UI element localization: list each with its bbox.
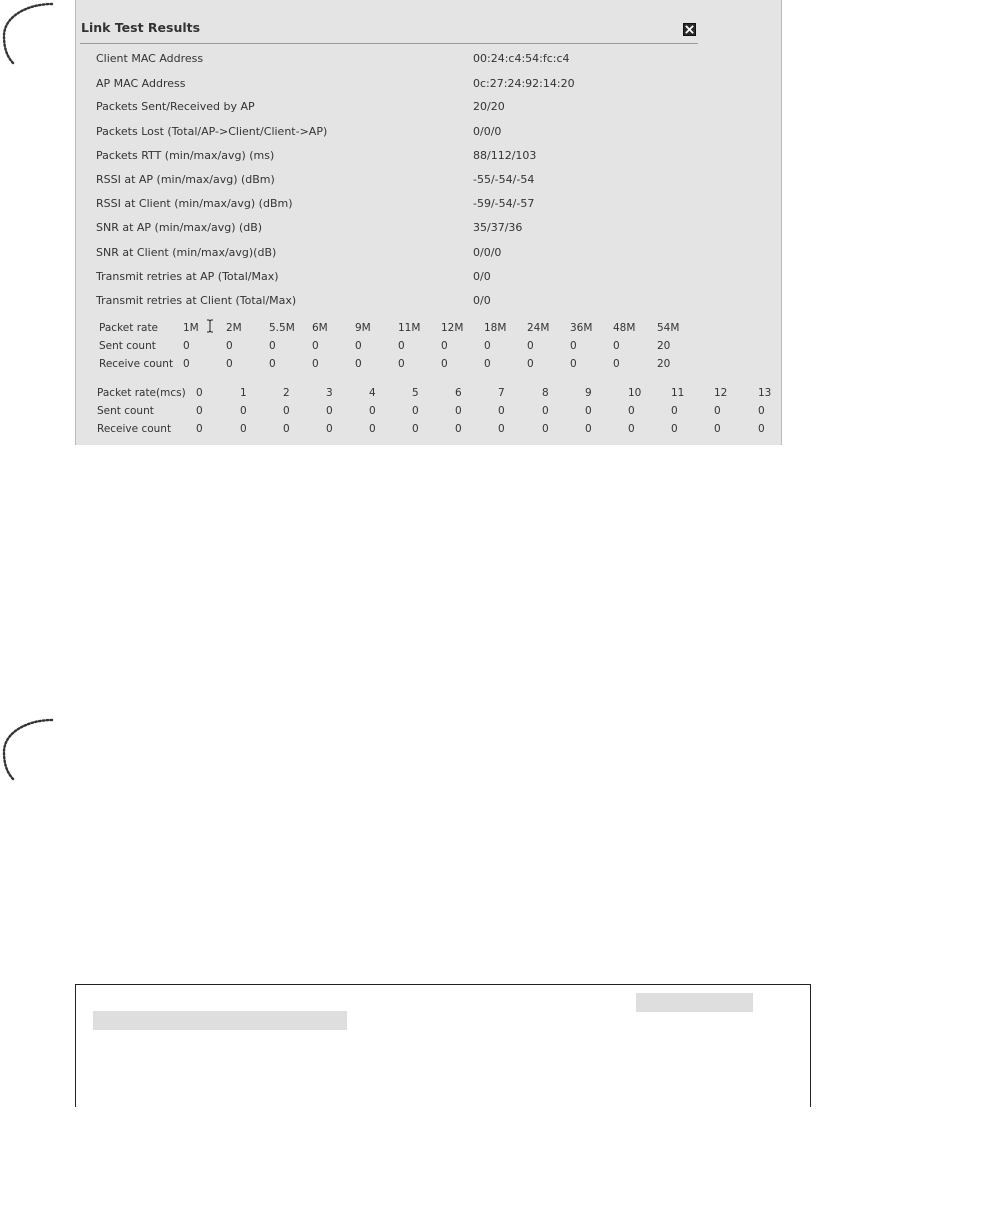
stat-value: -59/-54/-57 [473, 197, 535, 210]
sent-count-cell: 0 [369, 405, 376, 417]
stat-value: 00:24:c4:54:fc:c4 [473, 52, 570, 65]
stat-value: 0/0 [473, 294, 491, 307]
stat-value: 20/20 [473, 100, 505, 113]
stat-label: Packets Lost (Total/AP->Client/Client->AP) [96, 125, 328, 138]
sent-count-cell: 20 [657, 340, 671, 352]
stat-label: Transmit retries at AP (Total/Max) [96, 270, 279, 283]
stat-label: RSSI at Client (min/max/avg) (dBm) [96, 197, 293, 210]
receive-count-cell: 0 [398, 358, 405, 370]
receive-count-cell: 0 [527, 358, 534, 370]
rate-header-cell: 12M [441, 322, 464, 334]
sent-count-cell: 0 [527, 340, 534, 352]
receive-count-cell: 0 [269, 358, 276, 370]
rate-header-cell: 48M [613, 322, 636, 334]
rate-header-cell: 10 [628, 387, 642, 399]
receive-count-cell: 0 [714, 423, 721, 435]
receive-count-cell: 0 [369, 423, 376, 435]
rate-header-label: Packet rate(mcs) [97, 387, 186, 399]
receive-count-label: Receive count [99, 358, 174, 370]
receive-count-cell: 0 [183, 358, 190, 370]
receive-count-cell: 0 [671, 423, 678, 435]
receive-count-cell: 0 [758, 423, 765, 435]
receive-count-cell: 0 [355, 358, 362, 370]
rate-header-cell: 11M [398, 322, 421, 334]
receive-count-cell: 0 [613, 358, 620, 370]
sent-count-cell: 0 [283, 405, 290, 417]
sent-count-cell: 0 [196, 405, 203, 417]
rate-header-cell: 54M [657, 322, 680, 334]
sent-count-cell: 0 [628, 405, 635, 417]
link-test-results-dialog [75, 0, 782, 445]
sent-count-cell: 0 [758, 405, 765, 417]
sent-count-cell: 0 [398, 340, 405, 352]
rate-header-cell: 6 [455, 387, 462, 399]
stat-label: Packets RTT (min/max/avg) (ms) [96, 149, 275, 162]
receive-count-cell: 0 [283, 423, 290, 435]
dotted-arc-icon [0, 0, 56, 66]
sent-count-cell: 0 [412, 405, 419, 417]
receive-count-cell: 0 [412, 423, 419, 435]
rate-header-cell: 2 [283, 387, 290, 399]
rate-header-cell: 9M [355, 322, 371, 334]
bottom-frame [75, 984, 811, 1107]
sent-count-cell: 0 [240, 405, 247, 417]
sent-count-cell: 0 [542, 405, 549, 417]
stat-label: SNR at Client (min/max/avg)(dB) [96, 246, 277, 259]
sent-count-cell: 0 [570, 340, 577, 352]
sent-count-cell: 0 [269, 340, 276, 352]
receive-count-cell: 0 [628, 423, 635, 435]
sent-count-cell: 0 [326, 405, 333, 417]
sent-count-cell: 0 [312, 340, 319, 352]
stat-label: Transmit retries at Client (Total/Max) [96, 294, 297, 307]
rate-header-cell: 7 [498, 387, 505, 399]
sent-count-cell: 0 [455, 405, 462, 417]
rate-header-cell: 18M [484, 322, 507, 334]
stat-label: Packets Sent/Received by AP [96, 100, 255, 113]
stat-value: 0/0/0 [473, 125, 502, 138]
stat-value: -55/-54/-54 [473, 173, 535, 186]
rate-header-cell: 8 [542, 387, 549, 399]
title-divider [80, 43, 698, 44]
sent-count-cell: 0 [441, 340, 448, 352]
close-icon[interactable] [683, 23, 696, 36]
receive-count-cell: 20 [657, 358, 671, 370]
receive-count-label: Receive count [97, 423, 172, 435]
receive-count-cell: 0 [455, 423, 462, 435]
sent-count-cell: 0 [671, 405, 678, 417]
sent-count-cell: 0 [484, 340, 491, 352]
receive-count-cell: 0 [484, 358, 491, 370]
rate-header-cell: 5.5M [269, 322, 295, 334]
sent-count-cell: 0 [226, 340, 233, 352]
rate-header-cell: 0 [196, 387, 203, 399]
stat-value: 88/112/103 [473, 149, 537, 162]
receive-count-cell: 0 [240, 423, 247, 435]
receive-count-cell: 0 [196, 423, 203, 435]
sent-count-cell: 0 [613, 340, 620, 352]
stat-label: AP MAC Address [96, 77, 186, 90]
rate-header-cell: 1 [240, 387, 247, 399]
stat-value: 0c:27:24:92:14:20 [473, 77, 575, 90]
rate-header-cell: 11 [671, 387, 685, 399]
dotted-arc-icon [0, 716, 56, 782]
sent-count-cell: 0 [585, 405, 592, 417]
stat-label: RSSI at AP (min/max/avg) (dBm) [96, 173, 275, 186]
receive-count-cell: 0 [326, 423, 333, 435]
rate-header-cell: 1M [183, 322, 199, 334]
stat-value: 0/0/0 [473, 246, 502, 259]
stat-value: 35/37/36 [473, 221, 523, 234]
receive-count-cell: 0 [226, 358, 233, 370]
stat-value: 0/0 [473, 270, 491, 283]
sent-count-label: Sent count [99, 340, 156, 352]
rate-header-cell: 13 [758, 387, 772, 399]
stat-label: Client MAC Address [96, 52, 204, 65]
text-cursor-icon [206, 318, 214, 332]
sent-count-cell: 0 [714, 405, 721, 417]
rate-header-cell: 6M [312, 322, 328, 334]
receive-count-cell: 0 [570, 358, 577, 370]
sent-count-cell: 0 [355, 340, 362, 352]
rate-header-cell: 3 [326, 387, 333, 399]
sent-count-label: Sent count [97, 405, 154, 417]
sent-count-cell: 0 [498, 405, 505, 417]
receive-count-cell: 0 [441, 358, 448, 370]
stat-label: SNR at AP (min/max/avg) (dB) [96, 221, 263, 234]
rate-header-label: Packet rate [99, 322, 159, 334]
dialog-title: Link Test Results [81, 20, 201, 35]
receive-count-cell: 0 [312, 358, 319, 370]
rate-header-cell: 36M [570, 322, 593, 334]
redacted-block [636, 993, 753, 1012]
rate-header-cell: 4 [369, 387, 376, 399]
redacted-block [93, 1011, 347, 1030]
receive-count-cell: 0 [585, 423, 592, 435]
rate-header-cell: 9 [585, 387, 592, 399]
sent-count-cell: 0 [183, 340, 190, 352]
rate-header-cell: 5 [412, 387, 419, 399]
receive-count-cell: 0 [498, 423, 505, 435]
rate-header-cell: 12 [714, 387, 728, 399]
receive-count-cell: 0 [542, 423, 549, 435]
rate-header-cell: 2M [226, 322, 242, 334]
rate-header-cell: 24M [527, 322, 550, 334]
